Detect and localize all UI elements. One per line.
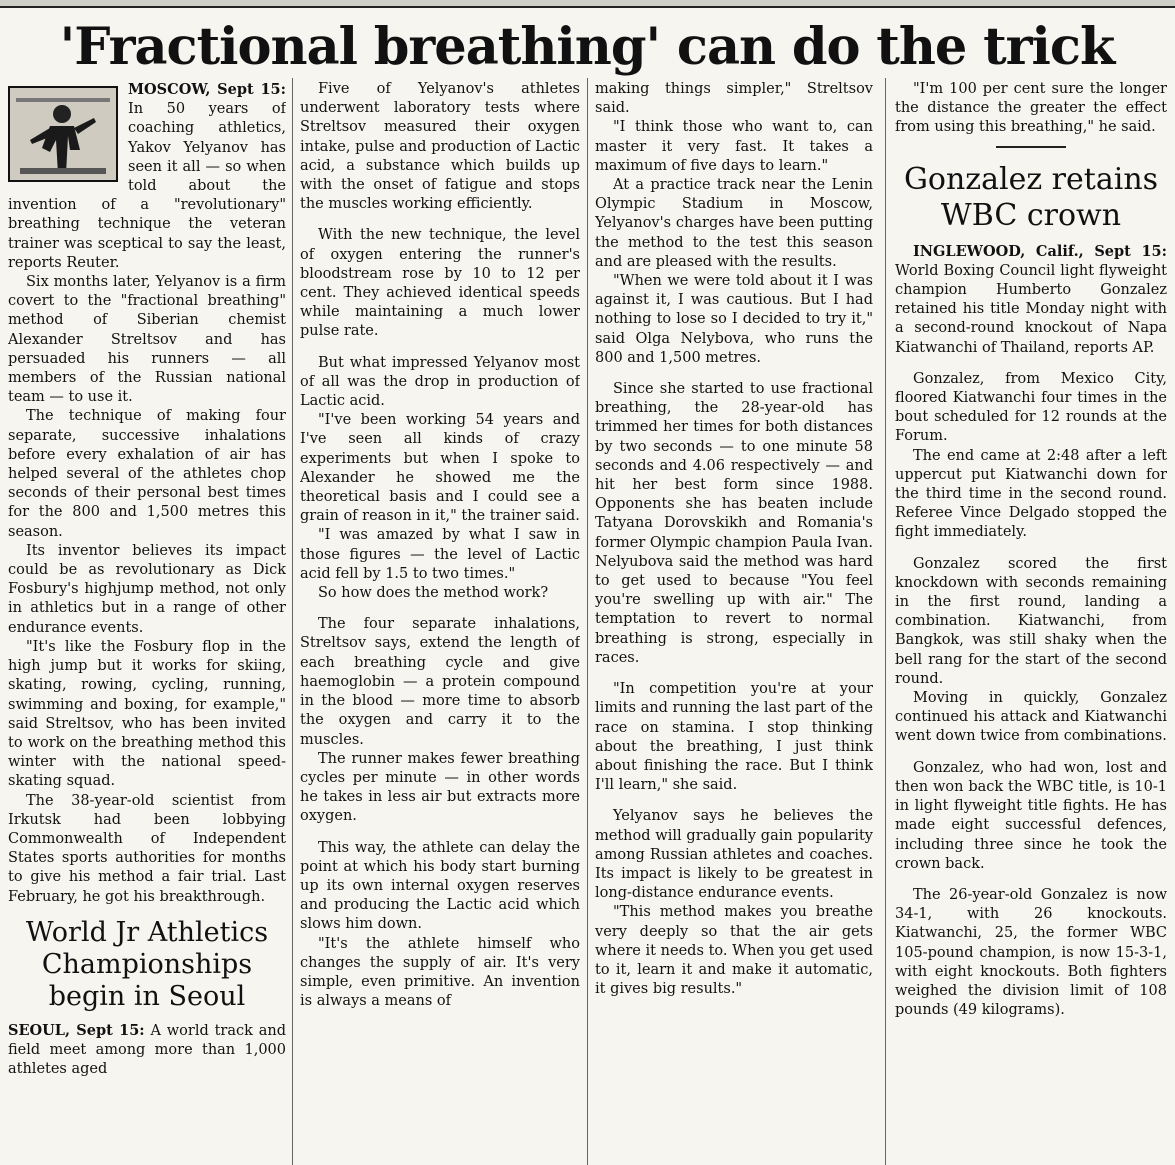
top-border-rule bbox=[0, 0, 1175, 8]
paragraph: The end came at 2:48 after a left uppercut put Kiatwanchi down for the third time in the second round. Referee Vince Delgado stopped the fight immediately. bbox=[895, 447, 1167, 541]
column-rule bbox=[885, 78, 886, 1165]
article-column-1 bbox=[8, 80, 286, 1165]
paragraph-text: World Boxing Council light flyweight champion Humberto Gonzalez retained his title Monday night with a second-round knockout of Napa Kiatwanchi of Thailand, reports AP. bbox=[895, 262, 1167, 356]
paragraph: This way, the athlete can delay the point at which his body start burning up its own internal oxygen reserves and producing the Lactic acid which slows him down. bbox=[300, 839, 580, 933]
paragraph: "I've been working 54 years and I've seen all kinds of crazy experiments but when I spoke to Alexander he showed me the theoretical basis and I could see a grain of reason in it," the trainer said. bbox=[300, 412, 580, 525]
dateline: INGLEWOOD, Calif., Sept 15: bbox=[913, 242, 1167, 260]
headline: 'Fractional breathing' can do the trick bbox=[59, 17, 1115, 77]
paragraph: So how does the method work? bbox=[318, 585, 549, 602]
paragraph: Gonzalez scored the first knockdown with seconds remaining in the first round, landing a combination. Kiatwanchi, from Bangkok, was still shaky when the bell rang for the start of the second round. bbox=[895, 555, 1167, 687]
paragraph: "In competition you're at your limits and running the last part of the race on stamina. I stop thinking about the breathing, I just think about finishing the race. But I think I'll learn," she said. bbox=[595, 681, 873, 794]
paragraph: making things simpler," Streltsov said. bbox=[595, 81, 873, 117]
paragraph: At a practice track near the Lenin Olympic Stadium in Moscow, Yelyanov's charges have been putting the method to the test this season and are pleased with the results. bbox=[595, 177, 873, 270]
paragraph: "I think those who want to, can master it very fast. It takes a maximum of five days to learn." bbox=[595, 119, 873, 174]
column-rule bbox=[292, 78, 293, 1165]
paragraph: Gonzalez, who had won, lost and then won back the WBC title, is 10-1 in light flyweight title fights. He has made eight successful defences, including three since he took the crown back. bbox=[895, 759, 1167, 872]
dateline: MOSCOW, Sept 15: bbox=[128, 81, 286, 98]
section-divider bbox=[996, 146, 1066, 148]
paragraph: The four separate inhalations, Streltsov says, extend the length of each breathing cycle and give haemoglobin — a protein compound in the blood — more time to absorb the oxygen and carry it to the muscles. bbox=[300, 616, 580, 748]
paragraph: Since she started to use fractional breathing, the 28-year-old has trimmed her times for both distances by two seconds — to one minute 58 seconds and 4.06 respectively — and hit her best form since 1988. Opponents she has beaten include Tatyana Dorovskikh and Romania's former Olympic champion Paula Ivan. Nelyubova said the method was hard to get used to because "You feel you're swelling up with air." The temptation to revert to normal breathing is strong, especially in races. bbox=[595, 381, 873, 666]
paragraph: Six months later, Yelyanov is a firm covert to the "fractional breathing" method of Siberian chemist Alexander Streltsov and has persuaded his runners — all members of the Russian national team — to use it. bbox=[8, 274, 286, 406]
paragraph: Yelyanov says he believes the method will gradually gain popularity among Russian athletes and coaches. Its impact is likely to be greatest in long-distance endurance events. bbox=[595, 808, 873, 902]
paragraph: Five of Yelyanov's athletes underwent laboratory tests where Streltsov measured their oxygen intake, pulse and production of Lactic acid, a substance which builds up with the onset of fatigue and stops the muscles working efficiently. bbox=[300, 81, 580, 213]
athlete-photo bbox=[8, 86, 118, 182]
paragraph: Moving in quickly, Gonzalez continued his attack and Kiatwanchi went down twice from combinations. bbox=[895, 690, 1167, 745]
paragraph: But what impressed Yelyanov most of all was the drop in production of Lactic acid. bbox=[300, 354, 580, 410]
paragraph: Gonzalez, from Mexico City, floored Kiatwanchi four times in the bout scheduled for 12 rounds at the Forum. bbox=[895, 370, 1167, 445]
paragraph: "When we were told about it I was against it, I was cautious. But I had nothing to lose so I decided to try it," said Olga Nelybova, who runs the 800 and 1,500 metres. bbox=[595, 273, 873, 366]
paragraph: "It's like the Fosbury flop in the high jump but it works for skiing, skating, rowing, cycling, running, swimming and boxing, for example," said Streltsov, who has been invited to work on the breathing method this winter with the national speed-skating squad. bbox=[8, 638, 286, 790]
paragraph: With the new technique, the level of oxygen entering the runner's bloodstream rose by 10 to 12 per cent. They achieved identical speeds while maintaining a much lower pulse rate. bbox=[300, 227, 580, 340]
paragraph: Its inventor believes its impact could be as revolutionary as Dick Fosbury's highjump method, not only in athletics but in a range of other endurance events. bbox=[8, 542, 286, 636]
sub-headline-boxing: Gonzalez retains WBC crown bbox=[903, 161, 1159, 233]
paragraph: "It's the athlete himself who changes the supply of air. It's very simple, even primitive. An invention is always a means of bbox=[300, 935, 580, 1010]
paragraph-text: In 50 years of coaching athletics, Yakov Yelyanov has seen it all — so when told about the invention of a "revolutionary" breathing technique the veteran trainer was sceptical to say the least, reports Reuter. bbox=[8, 101, 286, 271]
paragraph bbox=[895, 242, 1167, 358]
paragraph: The technique of making four separate, successive inhalations before every exhalation of air has helped several of the athletes chop seconds of their personal best times for the 800 and 1,500 metres this season. bbox=[8, 408, 286, 540]
paragraph: "I'm 100 per cent sure the longer the distance the greater the effect from using this breathing," he said. bbox=[895, 81, 1167, 136]
article-column-3 bbox=[595, 80, 873, 1165]
paragraph: The 38-year-old scientist from Irkutsk had been lobbying Commonwealth of Independent States sports authorities for months to give his method a fair trial. Last February, he got his breakthrough. bbox=[8, 792, 286, 905]
column-rule bbox=[587, 78, 588, 1165]
paragraph: The runner makes fewer breathing cycles per minute — in other words he takes in less air but extracts more oxygen. bbox=[300, 750, 580, 825]
dateline: SEOUL, Sept 15: bbox=[8, 1021, 145, 1039]
article-column-2 bbox=[300, 80, 580, 1165]
paragraph: "I was amazed by what I saw in those figures — the level of Lactic acid fell by 1.5 to two times." bbox=[300, 527, 580, 582]
sub-headline-athletics: World Jr Athletics Championships begin in Seoul bbox=[25, 916, 269, 1012]
article-column-4 bbox=[895, 80, 1167, 1165]
paragraph: "This method makes you breathe very deeply so that the air gets where it needs to. When you get used to it, learn it and make it automatic, it gives big results." bbox=[595, 904, 873, 998]
paragraph bbox=[8, 1021, 286, 1080]
paragraph-text: A world track and field meet among more than 1,000 athletes aged bbox=[8, 1022, 286, 1078]
paragraph: The 26-year-old Gonzalez is now 34-1, with 26 knockouts. Kiatwanchi, 25, the former WBC 105-pound champion, is now 15-3-1, with eight knockouts. Both fighters weighed the division limit of 108 pounds (49 kilograms). bbox=[895, 886, 1167, 1019]
